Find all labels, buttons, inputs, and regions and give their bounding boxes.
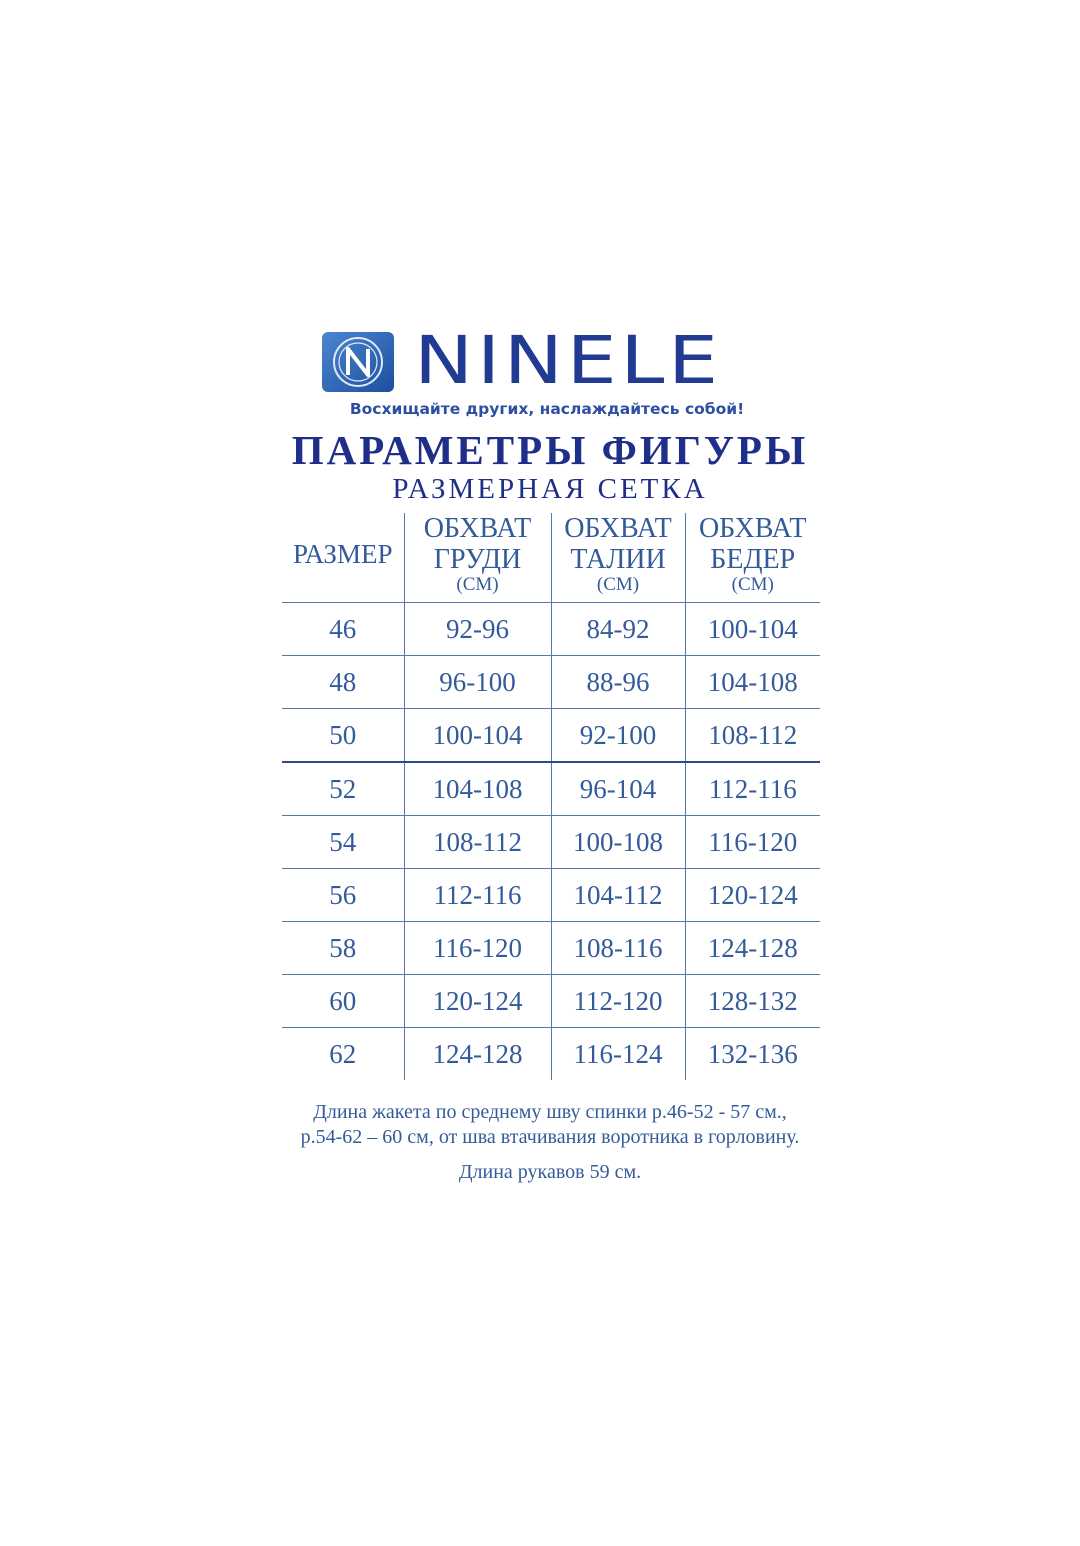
cell-size: 56 bbox=[282, 869, 404, 922]
cell-chest: 112-116 bbox=[404, 869, 551, 922]
header-waist-unit: (СМ) bbox=[596, 574, 640, 595]
table-row bbox=[282, 816, 820, 869]
cell-size: 48 bbox=[282, 656, 404, 709]
table-row bbox=[282, 869, 820, 922]
ninele-n-logo-icon bbox=[322, 332, 394, 392]
cell-chest: 104-108 bbox=[404, 762, 551, 816]
cell-waist: 112-120 bbox=[551, 975, 685, 1028]
header-chest bbox=[404, 513, 551, 603]
cell-waist: 84-92 bbox=[551, 603, 685, 656]
cell-hips: 128-132 bbox=[685, 975, 820, 1028]
table-row bbox=[282, 1028, 820, 1081]
cell-chest: 108-112 bbox=[404, 816, 551, 869]
page-title: ПАРАМЕТРЫ ФИГУРЫ bbox=[291, 427, 809, 473]
header-hips bbox=[685, 513, 820, 603]
table-row bbox=[282, 922, 820, 975]
table-row bbox=[282, 975, 820, 1028]
table-row bbox=[282, 762, 820, 816]
header-waist-line2: ТАЛИИ bbox=[570, 544, 666, 575]
header-hips-line2: БЕДЕР bbox=[710, 544, 796, 575]
cell-waist: 108-116 bbox=[551, 922, 685, 975]
table-row bbox=[282, 709, 820, 763]
header-size bbox=[282, 513, 404, 603]
header-waist bbox=[551, 513, 685, 603]
cell-chest: 124-128 bbox=[404, 1028, 551, 1081]
cell-size: 60 bbox=[282, 975, 404, 1028]
header-size-label: РАЗМЕР bbox=[293, 539, 393, 569]
cell-waist: 92-100 bbox=[551, 709, 685, 763]
header-hips-unit: (СМ) bbox=[731, 574, 774, 595]
header-chest-line2: ГРУДИ bbox=[433, 544, 522, 575]
cell-hips: 108-112 bbox=[685, 709, 820, 763]
note-jacket-length-cont: р.54-62 – 60 см, от шва втачивания воротника в горловину. bbox=[300, 1126, 800, 1148]
brand-tagline: Восхищайте других, наслаждайтесь собой! bbox=[349, 400, 745, 418]
cell-size: 62 bbox=[329, 1038, 357, 1069]
table-row bbox=[282, 656, 820, 709]
cell-waist: 104-112 bbox=[551, 869, 685, 922]
cell-size: 58 bbox=[282, 922, 404, 975]
cell-waist: 88-96 bbox=[551, 656, 685, 709]
cell-chest: 120-124 bbox=[404, 975, 551, 1028]
brand-logo bbox=[322, 322, 772, 423]
cell-waist: 100-108 bbox=[551, 816, 685, 869]
cell-size: 50 bbox=[282, 709, 404, 763]
cell-chest: 96-100 bbox=[404, 656, 551, 709]
cell-chest: 92-96 bbox=[404, 603, 551, 656]
cell-hips: 124-128 bbox=[685, 922, 820, 975]
cell-hips: 104-108 bbox=[685, 656, 820, 709]
table-header-row bbox=[282, 513, 820, 603]
cell-hips: 100-104 bbox=[685, 603, 820, 656]
cell-hips: 132-136 bbox=[685, 1028, 820, 1081]
cell-hips: 120-124 bbox=[685, 869, 820, 922]
header-chest-line1: ОБХВАТ bbox=[423, 513, 532, 544]
brand-name: NINELE bbox=[414, 322, 722, 399]
header-chest-unit: (СМ) bbox=[456, 574, 499, 595]
cell-size: 52 bbox=[282, 762, 404, 816]
cell-hips: 112-116 bbox=[685, 762, 820, 816]
size-chart-table bbox=[282, 513, 820, 1080]
header-waist-line1: ОБХВАТ bbox=[564, 513, 672, 544]
note-sleeve-length: Длина рукавов 59 см. bbox=[458, 1161, 642, 1183]
page-subtitle: РАЗМЕРНАЯ СЕТКА bbox=[392, 473, 708, 505]
cell-hips: 116-120 bbox=[685, 816, 820, 869]
note-jacket-length: Длина жакета по среднему шву спинки р.46-52 - 57 см., bbox=[313, 1101, 787, 1123]
cell-chest: 116-120 bbox=[404, 922, 551, 975]
cell-chest: 100-104 bbox=[404, 709, 551, 763]
header-hips-line1: ОБХВАТ bbox=[698, 513, 807, 544]
table-row bbox=[282, 603, 820, 656]
cell-size: 54 bbox=[282, 816, 404, 869]
cell-size: 46 bbox=[282, 603, 404, 656]
cell-waist: 116-124 bbox=[551, 1028, 685, 1081]
cell-waist: 96-104 bbox=[551, 762, 685, 816]
